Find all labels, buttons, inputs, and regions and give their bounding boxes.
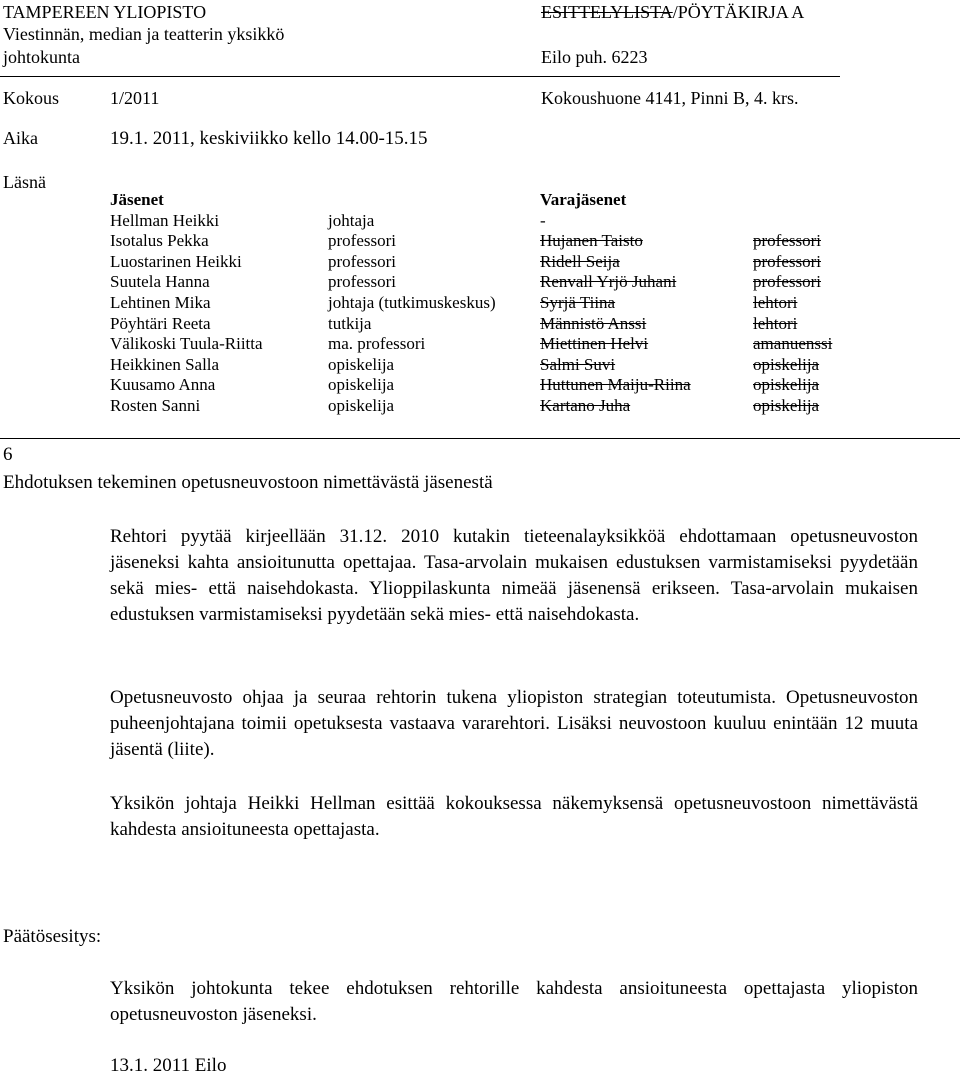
deputies-header: Varajäsenet bbox=[540, 190, 627, 209]
member-role: tutkija bbox=[328, 313, 372, 333]
deputy-name: - bbox=[540, 210, 546, 230]
document-type bbox=[541, 2, 804, 22]
university-name: TAMPEREEN YLIOPISTO bbox=[3, 2, 207, 22]
proposal-label: Päätösesitys: bbox=[3, 926, 102, 947]
member-role: professori bbox=[328, 272, 396, 292]
deputy-name: Miettinen Helvi bbox=[540, 334, 649, 354]
deputy-name: Kartano Juha bbox=[540, 395, 631, 415]
signature-date: 13.1. 2011 Eilo bbox=[110, 1055, 227, 1076]
paragraph-request: Rehtori pyytää kirjeellään 31.12. 2010 kutakin tieteenalayksikköä ehdottamaan opetusneuvoston jäseneksi kahta ansioitunutta opettajaa. Tasa-arvolain mukaisen edustuksen varmistamiseksi pyydetään sekä mies- että naisehdokasta. Ylioppilaskunta nimeää jäsenensä erikseen. Tasa-arvolain mukaisen edustuksen varmistamiseksi pyydetään sekä mies- että naisehdokasta. bbox=[110, 526, 918, 625]
member-name: Heikkinen Salla bbox=[110, 354, 220, 374]
meeting-number: 1/2011 bbox=[110, 88, 160, 108]
member-role: professori bbox=[328, 231, 396, 251]
members-header: Jäsenet bbox=[110, 190, 164, 209]
member-role: opiskelija bbox=[328, 395, 395, 415]
paragraph-proposal: Yksikön johtokunta tekee ehdotuksen rehtorille kahdesta ansioituneesta opettajasta yliopiston opetusneuvoston jäseneksi. bbox=[110, 978, 918, 1025]
deputy-role: opiskelija bbox=[753, 395, 820, 415]
member-role: opiskelija bbox=[328, 354, 395, 374]
member-name: Kuusamo Anna bbox=[110, 375, 216, 395]
deputy-role: amanuenssi bbox=[753, 334, 833, 354]
deputy-role: professori bbox=[753, 251, 821, 271]
member-role: professori bbox=[328, 251, 396, 271]
member-name: Luostarinen Heikki bbox=[110, 251, 242, 271]
paragraph-council: Opetusneuvosto ohjaa ja seuraa rehtorin tukena yliopiston strategian toteutumista. Opetusneuvoston puheenjohtajana toimii opetuksesta vastaava vararehtori. Lisäksi neuvostoon kuuluu enintään 12 muuta jäsentä (liite). bbox=[110, 687, 918, 760]
time-label: Aika bbox=[3, 128, 38, 148]
deputy-name: Huttunen Maiju-Riina bbox=[540, 375, 691, 395]
deputy-role: lehtori bbox=[753, 313, 798, 333]
member-role: opiskelija bbox=[328, 375, 395, 395]
present-label: Läsnä bbox=[3, 172, 46, 192]
department-name: Viestinnän, median ja teatterin yksikkö bbox=[3, 24, 285, 44]
member-name: Välikoski Tuula-Riitta bbox=[110, 334, 263, 354]
member-name: Hellman Heikki bbox=[110, 210, 220, 230]
section-divider bbox=[0, 438, 960, 439]
deputy-name: Salmi Suvi bbox=[540, 354, 616, 374]
deputy-name: Hujanen Taisto bbox=[540, 231, 643, 251]
deputy-name: Syrjä Tiina bbox=[540, 292, 616, 312]
member-role: johtaja bbox=[328, 210, 375, 230]
deputy-role: opiskelija bbox=[753, 354, 820, 374]
document-type-struck: ESITTELYLISTA bbox=[541, 2, 673, 22]
member-name: Pöyhtäri Reeta bbox=[110, 313, 211, 333]
member-name: Isotalus Pekka bbox=[110, 231, 209, 251]
contact-phone: Eilo puh. 6223 bbox=[541, 47, 648, 67]
meeting-label: Kokous bbox=[3, 88, 60, 108]
member-name: Rosten Sanni bbox=[110, 395, 201, 415]
member-role: johtaja (tutkimuskeskus) bbox=[328, 292, 496, 312]
deputy-name: Männistö Anssi bbox=[540, 313, 647, 333]
document-type-rest: /PÖYTÄKIRJA A bbox=[672, 2, 805, 22]
deputy-role: professori bbox=[753, 272, 821, 292]
deputy-role: lehtori bbox=[753, 292, 798, 312]
deputy-name: Renvall Yrjö Juhani bbox=[540, 272, 677, 292]
board-name: johtokunta bbox=[3, 47, 80, 67]
deputy-role: professori bbox=[753, 231, 821, 251]
deputy-name: Ridell Seija bbox=[540, 251, 620, 271]
section-title: Ehdotuksen tekeminen opetusneuvostoon nimettävästä jäsenestä bbox=[3, 472, 493, 493]
member-name: Suutela Hanna bbox=[110, 272, 210, 292]
paragraph-director: Yksikön johtaja Heikki Hellman esittää kokouksessa näkemyksensä opetusneuvostoon nimettävästä kahdesta ansioituneesta opettajasta. bbox=[110, 793, 918, 840]
meeting-place: Kokoushuone 4141, Pinni B, 4. krs. bbox=[541, 88, 799, 108]
member-name: Lehtinen Mika bbox=[110, 292, 211, 312]
member-role: ma. professori bbox=[328, 334, 426, 354]
meeting-time: 19.1. 2011, keskiviikko kello 14.00-15.15 bbox=[110, 128, 428, 149]
deputy-role: opiskelija bbox=[753, 375, 820, 395]
section-number: 6 bbox=[3, 444, 13, 465]
header-divider bbox=[0, 76, 840, 77]
